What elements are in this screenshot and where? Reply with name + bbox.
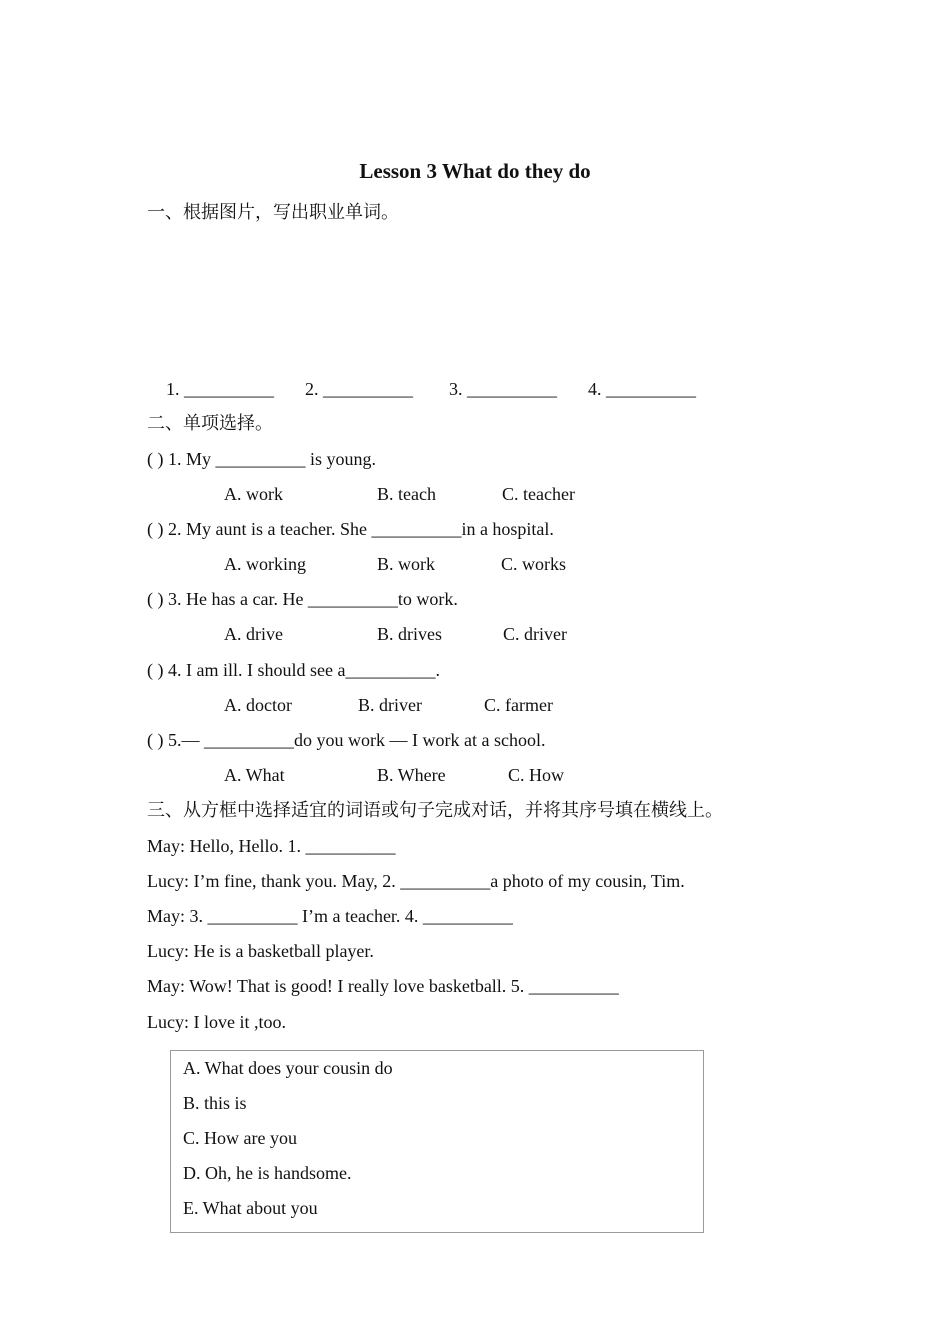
dialogue-line-2: Lucy: I’m fine, thank you. May, 2. __________a photo of my cousin, Tim. [147,871,685,891]
question-2-option-c: C. works [501,554,567,574]
dialogue-line-4: Lucy: He is a basketball player. [147,941,374,961]
question-3-option-b: B. drives [377,624,442,644]
picture-blank-3: 3. __________ [449,379,557,399]
question-2-option-a: A. working [224,554,306,574]
question-3-stem: ( ) 3. He has a car. He __________to work. [147,589,458,609]
question-3-option-c: C. driver [503,624,567,644]
dialogue-line-6: Lucy: I love it ,too. [147,1012,286,1032]
question-2-stem: ( ) 2. My aunt is a teacher. She __________in a hospital. [147,519,554,539]
question-2-option-b: B. work [377,554,435,574]
box-option-b: B. this is [183,1093,247,1113]
picture-blank-2: 2. __________ [305,379,413,399]
section1-heading: 一、根据图片，写出职业单词。 [147,202,399,222]
question-4-option-c: C. farmer [484,695,553,715]
box-option-c: C. How are you [183,1128,297,1148]
box-option-e: E. What about you [183,1198,318,1218]
section3-heading: 三、从方框中选择适宜的词语或句子完成对话，并将其序号填在横线上。 [147,800,723,820]
question-1-option-a: A. work [224,484,283,504]
dialogue-line-3: May: 3. __________ I’m a teacher. 4. __________ [147,906,513,926]
question-1-option-c: C. teacher [502,484,575,504]
options-box [170,1050,704,1233]
dialogue-line-1: May: Hello, Hello. 1. __________ [147,836,396,856]
section2-heading: 二、单项选择。 [147,413,273,433]
question-4-stem: ( ) 4. I am ill. I should see a__________. [147,660,440,680]
question-5-option-c: C. How [508,765,565,785]
question-5-option-b: B. Where [377,765,446,785]
question-1-option-b: B. teach [377,484,436,504]
box-option-a: A. What does your cousin do [183,1058,393,1078]
picture-blank-4: 4. __________ [588,379,696,399]
dialogue-line-5: May: Wow! That is good! I really love basketball. 5. __________ [147,976,619,996]
picture-blank-1: 1. __________ [166,379,274,399]
question-5-option-a: A. What [224,765,285,785]
page-title: Lesson 3 What do they do [359,159,591,183]
question-1-stem: ( ) 1. My __________ is young. [147,449,376,469]
question-3-option-a: A. drive [224,624,283,644]
question-4-option-b: B. driver [358,695,422,715]
question-4-option-a: A. doctor [224,695,292,715]
box-option-d: D. Oh, he is handsome. [183,1163,352,1183]
question-5-stem: ( ) 5.— __________do you work — I work at a school. [147,730,546,750]
